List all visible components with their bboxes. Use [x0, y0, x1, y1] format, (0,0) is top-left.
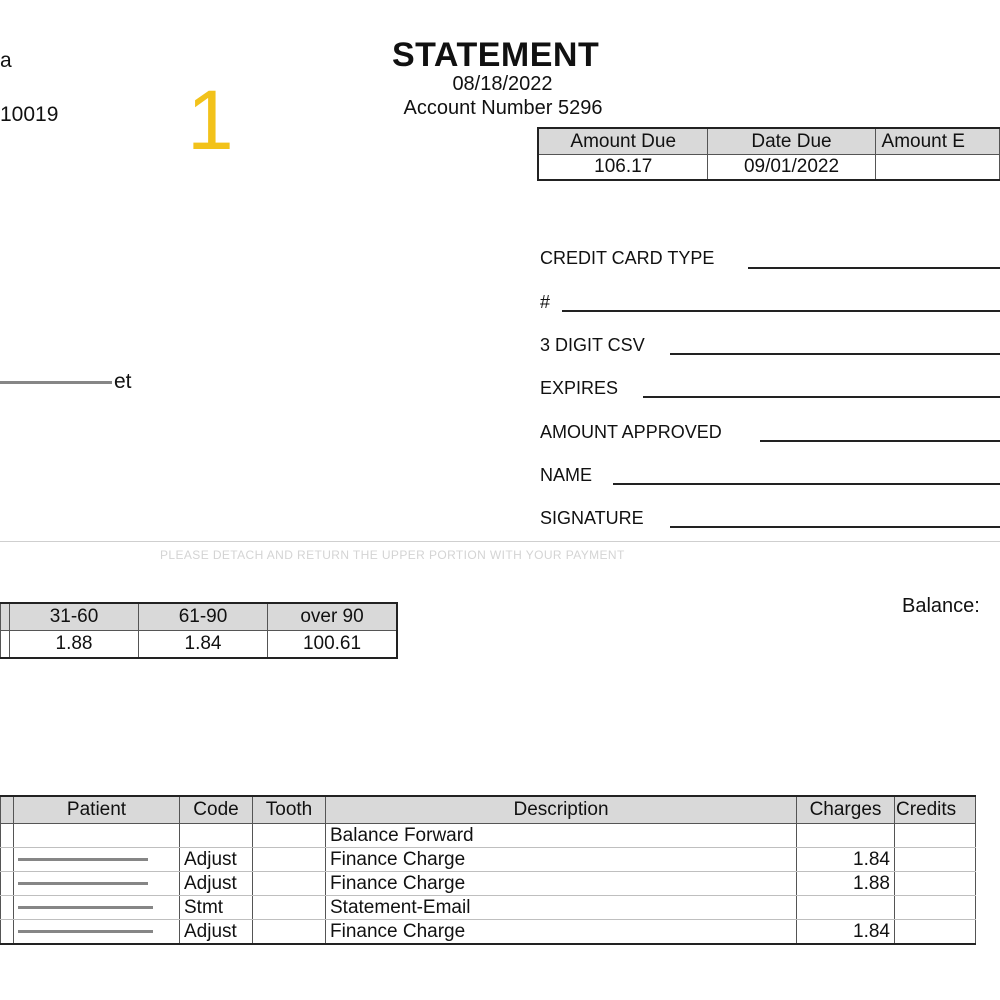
address-fragment-zip: 10019 [0, 103, 59, 126]
transactions-table [0, 795, 976, 945]
amount-due-value: 106.17 [538, 155, 708, 181]
date-due-value: 09/01/2022 [708, 155, 875, 181]
tx-charges [797, 824, 895, 848]
card-number-field[interactable] [562, 310, 1000, 312]
tx-description: Finance Charge [326, 920, 797, 945]
header-date-due: Date Due [708, 128, 875, 155]
credit-card-type-label: CREDIT CARD TYPE [540, 248, 715, 268]
address-fragment-street-text: et [114, 370, 132, 393]
credit-card-type-field[interactable] [748, 267, 1000, 269]
address-fragment-name: a [0, 49, 12, 72]
redacted-patient [18, 906, 153, 909]
tx-description: Finance Charge [326, 872, 797, 896]
table-row [1, 920, 976, 945]
amount-enclosed-value[interactable] [875, 155, 999, 181]
aging-header-61-90: 61-90 [139, 603, 268, 631]
table-row [1, 848, 976, 872]
tx-charges: 1.84 [797, 920, 895, 945]
aging-header-31-60: 31-60 [10, 603, 139, 631]
tx-description: Statement-Email [326, 896, 797, 920]
detach-separator [0, 541, 1000, 542]
name-label: NAME [540, 465, 593, 485]
expires-field[interactable] [643, 396, 1000, 398]
aging-table [0, 602, 398, 659]
table-row [1, 872, 976, 896]
tx-header-code: Code [180, 796, 253, 824]
aging-value-current [1, 631, 10, 659]
signature-field[interactable] [670, 526, 1000, 528]
aging-value-61-90: 1.84 [139, 631, 268, 659]
aging-header-current [1, 603, 10, 631]
redaction-mark [0, 381, 112, 384]
tx-header-date [1, 796, 14, 824]
redacted-patient [18, 858, 148, 861]
address-fragment-street [0, 370, 132, 394]
detach-instructions: PLEASE DETACH AND RETURN THE UPPER PORTION WITH YOUR PAYMENT [160, 548, 625, 562]
balance-label: Balance: [902, 595, 980, 617]
tx-charges [797, 896, 895, 920]
aging-header-over-90: over 90 [268, 603, 398, 631]
aging-value-over-90: 100.61 [268, 631, 398, 659]
table-row [1, 824, 976, 848]
amount-approved-label: AMOUNT APPROVED [540, 422, 722, 442]
aging-value-31-60: 1.88 [10, 631, 139, 659]
tx-code: Stmt [180, 896, 253, 920]
redacted-patient [18, 930, 153, 933]
tx-header-credits: Credits [895, 796, 976, 824]
tx-charges: 1.84 [797, 848, 895, 872]
amount-approved-field[interactable] [760, 440, 1000, 442]
statement-date: 08/18/2022 [452, 73, 553, 95]
tx-header-charges: Charges [797, 796, 895, 824]
tx-header-patient: Patient [14, 796, 180, 824]
tx-code: Adjust [180, 920, 253, 945]
tx-description: Balance Forward [326, 824, 797, 848]
header-amount-enclosed: Amount E [875, 128, 999, 155]
tx-code: Adjust [180, 872, 253, 896]
account-number: Account Number 5296 [403, 97, 603, 119]
tx-code [180, 824, 253, 848]
tx-header-description: Description [326, 796, 797, 824]
header-amount-due: Amount Due [538, 128, 708, 155]
tx-charges: 1.88 [797, 872, 895, 896]
card-number-label: # [540, 292, 551, 312]
expires-label: EXPIRES [540, 378, 619, 398]
tx-code: Adjust [180, 848, 253, 872]
statement-title: STATEMENT [392, 36, 600, 74]
tx-header-tooth: Tooth [253, 796, 326, 824]
tx-description: Finance Charge [326, 848, 797, 872]
csv-field[interactable] [670, 353, 1000, 355]
csv-label: 3 DIGIT CSV [540, 335, 645, 355]
signature-label: SIGNATURE [540, 508, 644, 528]
table-row [1, 896, 976, 920]
page-marker: 1 [187, 73, 234, 167]
amount-due-table [537, 127, 1000, 181]
redacted-patient [18, 882, 148, 885]
name-field[interactable] [613, 483, 1000, 485]
